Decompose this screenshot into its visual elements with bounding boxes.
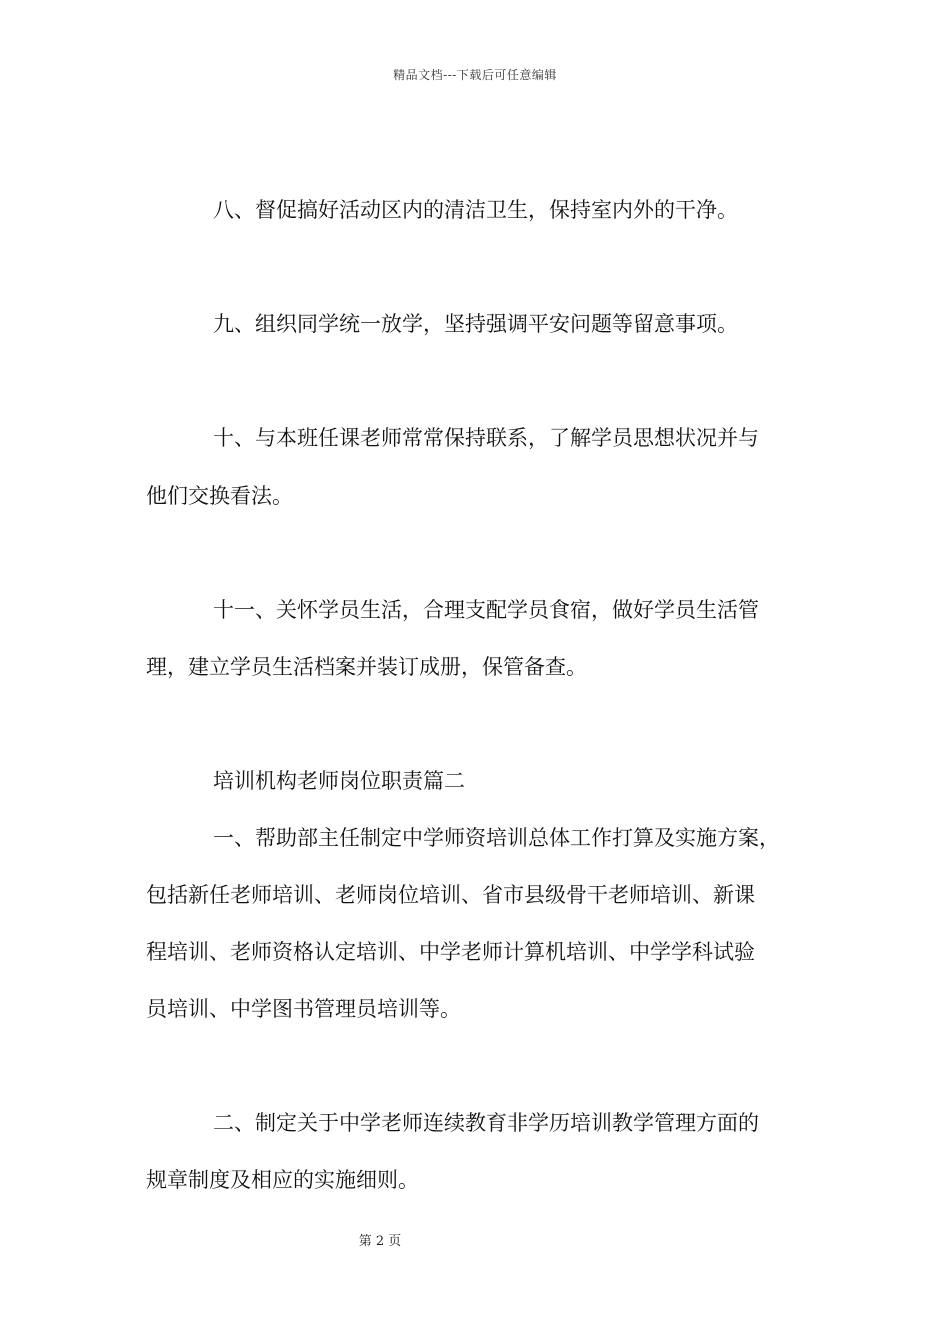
paragraph-line: 规章制度及相应的实施细则。 <box>146 1168 419 1192</box>
paragraph-line: 二、制定关于中学老师连续教育非学历培训教学管理方面的 <box>213 1111 759 1135</box>
paragraph-line: 九、组织同学统一放学，坚持强调平安问题等留意事项。 <box>213 312 738 336</box>
paragraph-line: 他们交换看法。 <box>146 484 293 508</box>
paragraph-line: 程培训、老师资格认定培训、中学老师计算机培训、中学学科试验 <box>146 940 755 964</box>
paragraph-line: 一、帮助部主任制定中学师资培训总体工作打算及实施方案， <box>213 826 780 850</box>
paragraph-line: 八、督促搞好活动区内的清洁卫生，保持室内外的干净。 <box>213 198 738 222</box>
paragraph-line: 理，建立学员生活档案并装订成册，保管备查。 <box>146 655 587 679</box>
paragraph-line: 十、与本班任课老师常常保持联系，了解学员思想状况并与 <box>213 426 759 450</box>
page-header: 精品文档---下载后可任意编辑 <box>393 68 557 82</box>
page-number: 第 2 页 <box>358 1234 402 1249</box>
paragraph-line: 包括新任老师培训、老师岗位培训、省市县级骨干老师培训、新课 <box>146 883 755 907</box>
paragraph-line: 员培训、中学图书管理员培训等。 <box>146 997 461 1021</box>
paragraph-line: 十一、关怀学员生活，合理支配学员食宿，做好学员生活管 <box>213 598 759 622</box>
section-heading: 培训机构老师岗位职责篇二 <box>213 769 465 793</box>
